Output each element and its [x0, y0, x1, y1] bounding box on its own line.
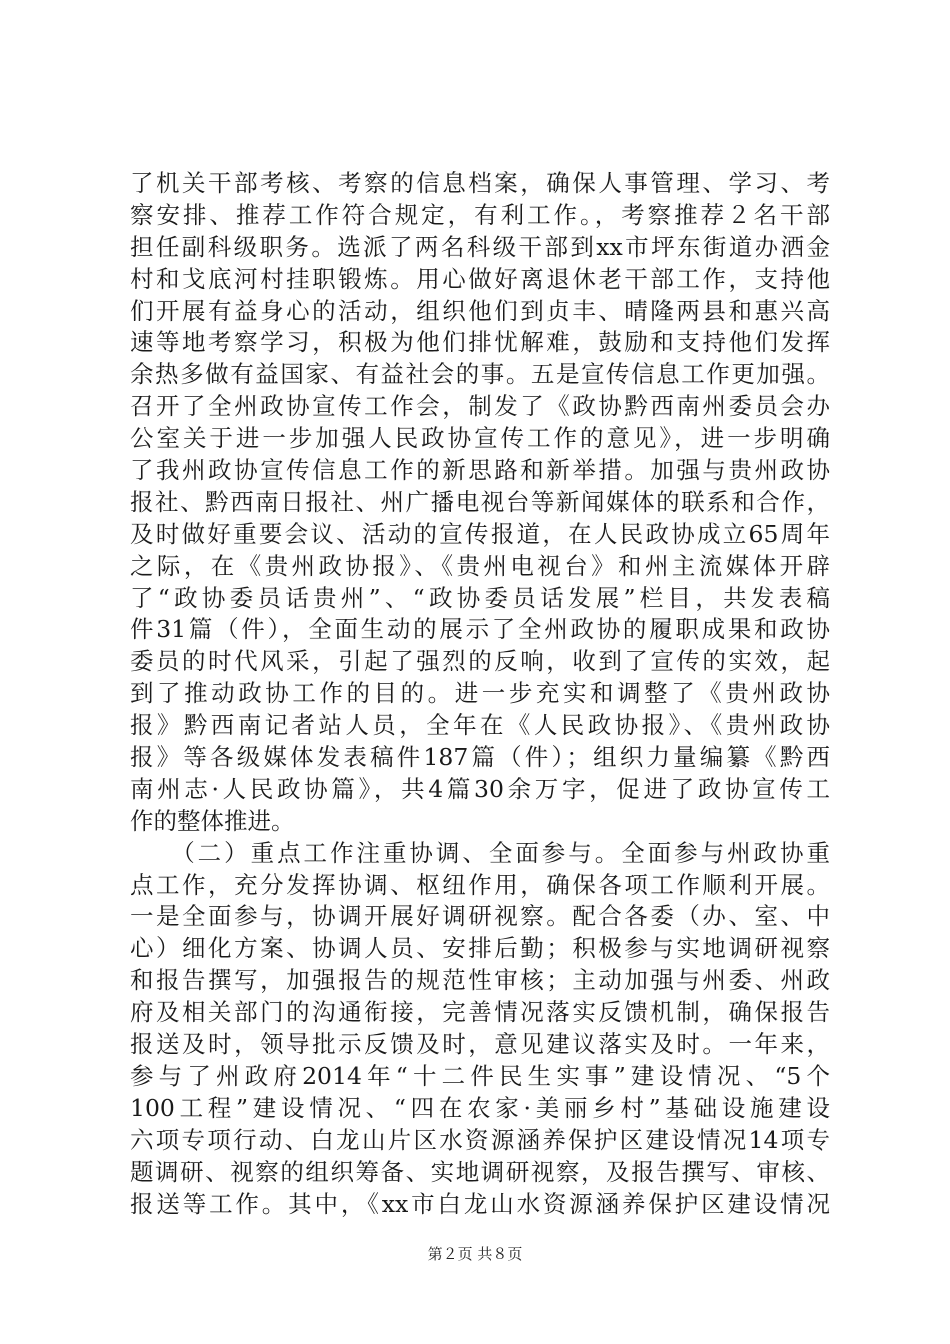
text-line: 察安排、推荐工作符合规定，有利工作。，考察推荐２名干部 — [130, 200, 830, 229]
text-line: 点工作，充分发挥协调、枢纽作用，确保各项工作顺利开展。 — [130, 870, 830, 899]
text-line: 一是全面参与，协调开展好调研视察。配合各委（办、室、中 — [130, 902, 830, 931]
text-line: 100工程”建设情况、“四在农家·美丽乡村”基础设施建设 — [130, 1093, 830, 1122]
text-line: 府及相关部门的沟通衔接，完善情况落实反馈机制，确保报告 — [130, 998, 830, 1027]
text-line: 心）细化方案、协调人员、安排后勤；积极参与实地调研视察 — [130, 934, 830, 963]
text-line: 六项专项行动、白龙山片区水资源涵养保护区建设情况14项专 — [130, 1125, 830, 1154]
text-line: 题调研、视察的组织筹备、实地调研视察，及报告撰写、审核、 — [130, 1157, 830, 1186]
text-line: 余热多做有益国家、有益社会的事。五是宣传信息工作更加强。 — [130, 360, 830, 389]
text-line: 了“政协委员话贵州”、“政协委员话发展”栏目，共发表稿 — [130, 583, 830, 612]
text-line: 公室关于进一步加强人民政协宣传工作的意见》，进一步明确 — [130, 424, 830, 453]
text-line: 报社、黔西南日报社、州广播电视台等新闻媒体的联系和合作， — [130, 487, 830, 516]
text-line: 报送等工作。其中，《xx市白龙山水资源涵养保护区建设情况 — [130, 1189, 830, 1218]
text-line: 之际，在《贵州政协报》、《贵州电视台》和州主流媒体开辟 — [130, 551, 830, 580]
text-line: 报》等各级媒体发表稿件187篇（件）；组织力量编纂《黔西 — [130, 743, 830, 772]
text-line: 村和戈底河村挂职锻炼。用心做好离退休老干部工作，支持他 — [130, 264, 830, 293]
text-line: 召开了全州政协宣传工作会，制发了《政协黔西南州委员会办 — [130, 392, 830, 421]
text-line: 作的整体推进。 — [130, 806, 295, 835]
text-line: 报送及时，领导批示反馈及时，意见建议落实及时。一年来， — [130, 1030, 830, 1059]
text-line: 报》黔西南记者站人员，全年在《人民政协报》、《贵州政协 — [130, 711, 830, 740]
text-line: 委员的时代风采，引起了强烈的反响，收到了宣传的实效，起 — [130, 647, 830, 676]
page-footer — [0, 1244, 950, 1264]
text-line: （二）重点工作注重协调、全面参与。全面参与州政协重 — [130, 838, 830, 867]
text-line: 速等地考察学习，积极为他们排忧解难，鼓励和支持他们发挥 — [130, 328, 830, 357]
text-line: 及时做好重要会议、活动的宣传报道，在人民政协成立65周年 — [130, 519, 830, 548]
text-line: 们开展有益身心的活动，组织他们到贞丰、晴隆两县和惠兴高 — [130, 296, 830, 325]
text-line: 到了推动政协工作的目的。进一步充实和调整了《贵州政协 — [130, 679, 830, 708]
text-line: 担任副科级职务。选派了两名科级干部到xx市坪东街道办洒金 — [130, 232, 830, 261]
text-line: 了机关干部考核、考察的信息档案，确保人事管理、学习、考 — [130, 169, 830, 197]
text-line: 参与了州政府2014年“十二件民生实事”建设情况、“5个 — [130, 1061, 830, 1090]
text-line: 南州志·人民政协篇》，共4篇30余万字，促进了政协宣传工 — [130, 774, 830, 803]
text-line: 了我州政协宣传信息工作的新思路和新举措。加强与贵州政协 — [130, 456, 830, 485]
body-text — [130, 168, 830, 1220]
page-number-label: 第２页 共８页 — [427, 1245, 523, 1263]
text-line: 和报告撰写，加强报告的规范性审核；主动加强与州委、州政 — [130, 966, 830, 995]
text-line: 件31篇（件），全面生动的展示了全州政协的履职成果和政协 — [130, 615, 830, 644]
